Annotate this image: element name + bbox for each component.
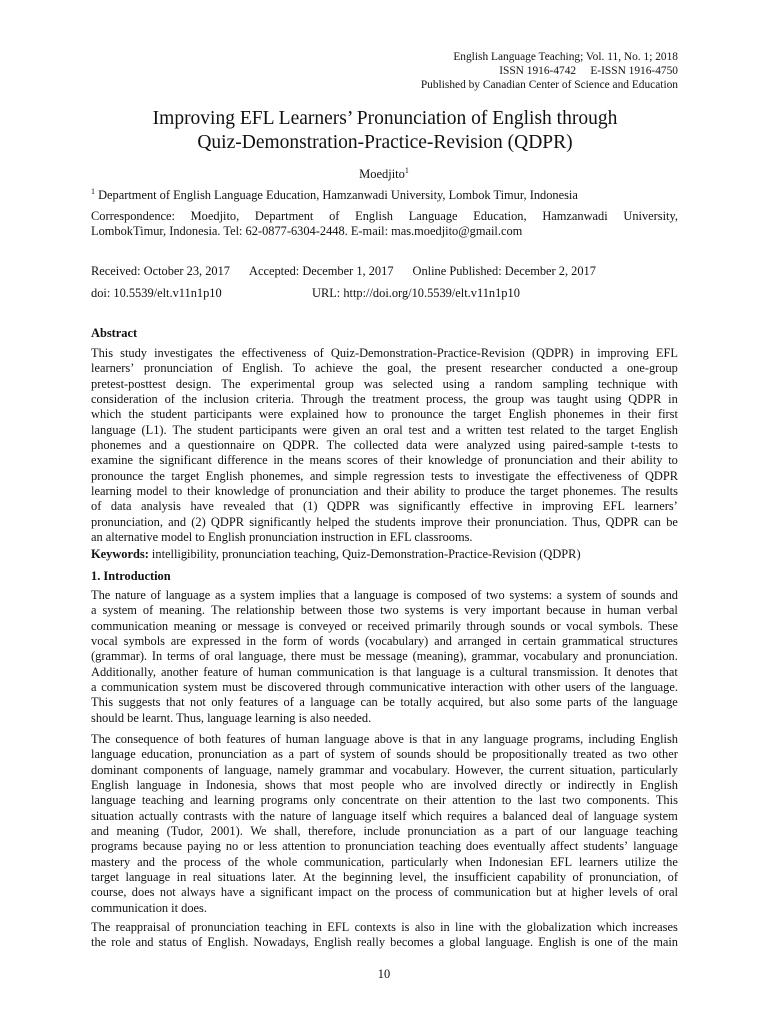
- abstract-body: [91, 346, 678, 545]
- affiliation: [91, 188, 678, 203]
- text-line: This suggests that not only features of a language can be totally acquired, but also some parts of the language: [91, 695, 678, 710]
- text-line: course, does not always have a significant impact on the process of communication but at higher levels of oral: [91, 885, 678, 900]
- affiliation-superscript: 1: [91, 186, 95, 196]
- correspondence-word: Correspondence:: [91, 209, 175, 223]
- text-line: consideration of the inclusion criteria. Through the treatment process, the group was taught using QDPR in: [91, 392, 678, 407]
- page-number: 10: [377, 967, 391, 981]
- text-line: This study investigates the effectiveness of Quiz-Demonstration-Practice-Revision (QDPR) in improving EFL: [91, 346, 678, 360]
- paper-title: [92, 107, 678, 155]
- text-line: pretest-posttest design. The experimental group was selected using a random sampling technique with: [91, 376, 678, 391]
- text-line: situation actually contrasts with the nature of language itself which requires a balanced deal of language system: [91, 808, 678, 823]
- text-line: learners’ pronunciation of English. To achieve the goal, the present researcher conducted a one-group: [91, 361, 678, 376]
- text-line: and meaning (Tudor, 2001). We shall, therefore, include pronunciation as a part of our language teaching: [91, 824, 678, 839]
- introduction-paragraph-3: [91, 920, 678, 951]
- text-line: The reappraisal of pronunciation teaching in EFL contexts is also in line with the globalization which increases: [91, 920, 678, 934]
- text-line: pronunciation, and (2) QDPR significantly helped the students improve their pronunciation. Thus, QDPR can be: [91, 514, 678, 529]
- journal-citation: English Language Teaching; Vol. 11, No. 1; 2018: [453, 51, 678, 63]
- correspondence-line-1: [91, 209, 678, 224]
- correspondence-word: Hamzanwadi: [542, 209, 608, 223]
- correspondence-word: Language: [408, 209, 458, 223]
- text-line: Additionally, another feature of human communication is that language is a cultural transmission. It denotes that: [91, 664, 678, 679]
- correspondence-word: of: [329, 209, 340, 223]
- text-line: an alternative model to English pronunciation instruction in EFL classrooms.: [91, 530, 473, 545]
- text-line: of data analysis have revealed that (1) QDPR was significantly effective in improving EFL learners’: [91, 499, 678, 514]
- author-superscript: 1: [404, 165, 409, 175]
- text-line: dominant components of language, namely grammar and vocabulary. However, the current situation, particularly: [91, 762, 678, 777]
- url-link[interactable]: URL: http://doi.org/10.5539/elt.v11n1p10: [312, 286, 520, 300]
- keywords-label: Keywords:: [91, 547, 149, 561]
- text-line: communication meaning or message is conveyed or received primarily through sounds or vocal symbols. These: [91, 618, 678, 633]
- correspondence-word: English: [355, 209, 393, 223]
- journal-header: [421, 50, 678, 92]
- text-line: English language in Indonesia, shows that most people who are involved directly or indirectly in English: [91, 778, 678, 793]
- text-line: The nature of language as a system implies that a language is composed of two systems: a system of sounds and: [91, 588, 678, 602]
- text-line: vocal symbols are expressed in the form of words (vocabulary) and arranged in certain grammatical structures: [91, 634, 678, 649]
- journal-issn: ISSN 1916-4742 E-ISSN 1916-4750: [499, 65, 678, 77]
- keywords-text: intelligibility, pronunciation teaching, Quiz-Demonstration-Practice-Revision (QDPR): [148, 547, 581, 561]
- text-line: programs because paying no or less attention to pronunciation teaching does eventually affect students’ language: [91, 839, 678, 854]
- text-line: The consequence of both features of human language above is that in any language programs, including English: [91, 732, 678, 746]
- section-heading-introduction: 1. Introduction: [91, 569, 171, 583]
- text-line: which the student participants were explained how to pronounce the target English phonemes in their first: [91, 407, 678, 422]
- correspondence-line-2: LombokTimur, Indonesia. Tel: 62-0877-6304-2448. E-mail: mas.moedjito@gmail.com: [91, 224, 523, 238]
- received-date: Received: October 23, 2017: [91, 264, 231, 278]
- doi-link[interactable]: doi: 10.5539/elt.v11n1p10: [91, 286, 222, 300]
- correspondence-word: University,: [623, 209, 678, 223]
- journal-publisher: Published by Canadian Center of Science and Education: [420, 79, 678, 91]
- text-line: should be learnt. Thus, language learning is also needed.: [91, 710, 372, 725]
- text-line: mastery and the process of the whole communication, particularly when Indonesian EFL learners utilize the: [91, 854, 678, 869]
- doi-row: [91, 286, 678, 301]
- text-line: language teaching and learning programs only concentrate on their attention to the last two components. This: [91, 793, 678, 808]
- introduction-paragraph-2: [91, 732, 678, 916]
- text-line: examine the significant difference in the means scores of their knowledge of pronunciation and their ability to: [91, 453, 678, 468]
- correspondence-word: Education,: [473, 209, 527, 223]
- correspondence-word: Moedjito,: [190, 209, 240, 223]
- text-line: (grammar). In terms of oral language, there must be message (meaning), grammar, vocabulary and pronunciation.: [91, 649, 678, 664]
- title-line-1: Improving EFL Learners’ Pronunciation of English through: [152, 108, 618, 129]
- published-date: Online Published: December 2, 2017: [412, 264, 596, 278]
- text-line: communication it does.: [91, 900, 207, 915]
- correspondence-word: Department: [254, 209, 314, 223]
- author-name: Moedjito: [359, 167, 405, 181]
- text-line: learning model to their knowledge of pronunciation and their ability to produce the target phonemes. The results: [91, 484, 678, 499]
- text-line: phonemes and a questionnaire on QDPR. The collected data were analyzed using paired-sample t-tests to: [91, 438, 678, 453]
- publication-dates: [91, 264, 678, 279]
- text-line: a communication system must be discovered through communicative interaction with other users of the language.: [91, 680, 678, 695]
- abstract-heading: Abstract: [91, 326, 138, 340]
- text-line: target language in real situations later. At the beginning level, the insufficient capability of pronunciation, of: [91, 870, 678, 885]
- text-line: a system of meaning. The relationship between those two systems is very important because in human verbal: [91, 603, 678, 618]
- author: [0, 166, 768, 182]
- title-line-2: Quiz-Demonstration-Practice-Revision (QDPR): [197, 132, 573, 153]
- text-line: language education, pronunciation as a part of system of sounds should be propositionally treated as two other: [91, 747, 678, 762]
- text-line: the role and status of English. Nowadays, English really becomes a global language. English is one of the main: [91, 935, 678, 950]
- text-line: pronounce the target English phonemes, and simple regression tests to investigate the effectiveness of QDPR: [91, 468, 678, 483]
- keywords: [91, 547, 678, 562]
- text-line: language (L1). The student participants were given an oral test and a written test related to the target English: [91, 422, 678, 437]
- accepted-date: Accepted: December 1, 2017: [249, 264, 394, 278]
- introduction-paragraph-1: [91, 588, 678, 726]
- affiliation-text: Department of English Language Education, Hamzanwadi University, Lombok Timur, Indonesia: [95, 188, 578, 202]
